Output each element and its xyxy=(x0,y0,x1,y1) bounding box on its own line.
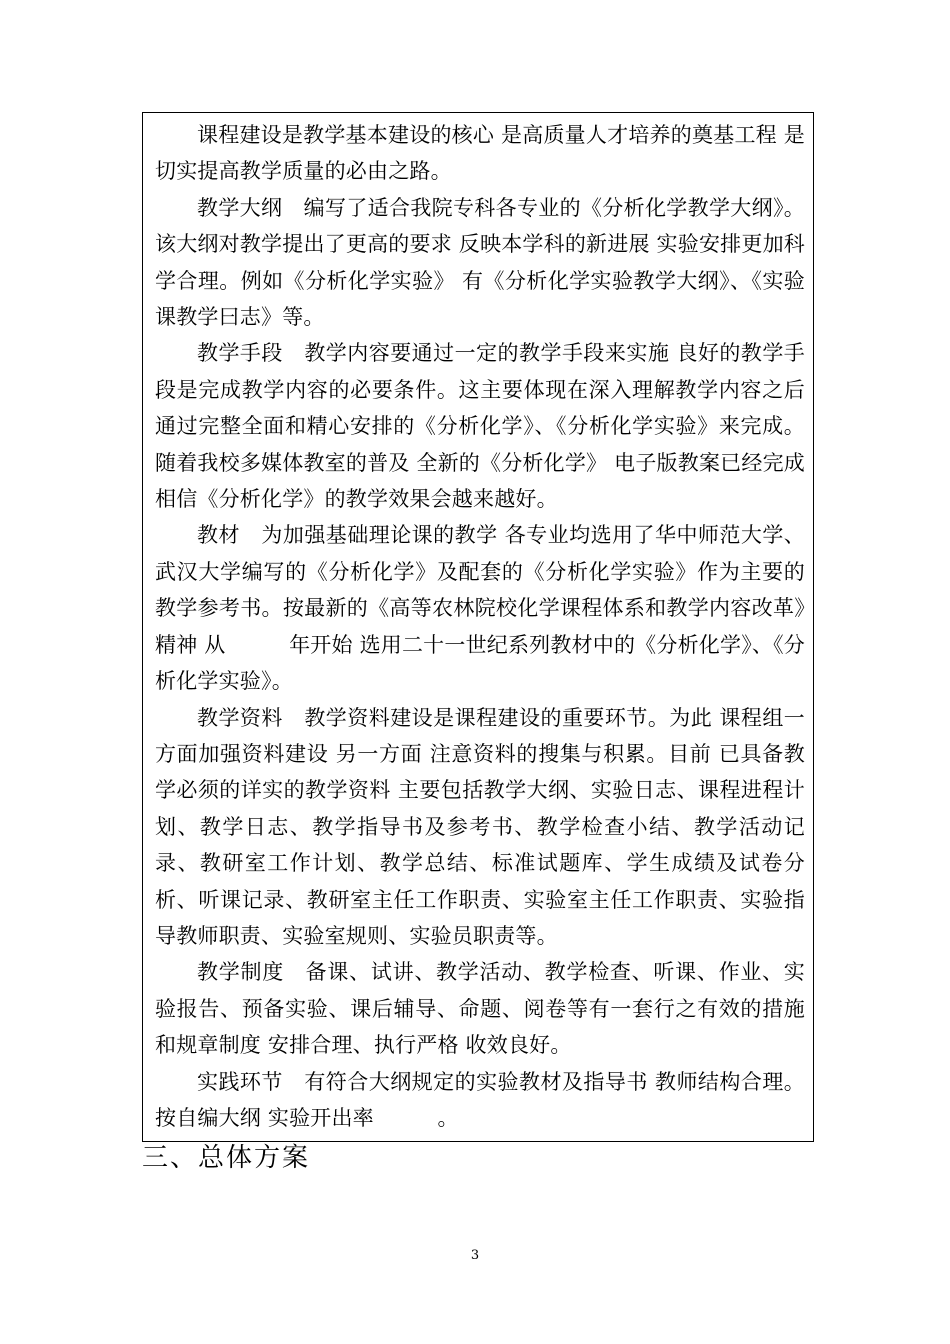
paragraph-teaching-materials: 教学资料 教学资料建设是课程建设的重要环节。为此 课程组一方面加强资料建设 另一方面 注意资料的搜集与积累。目前 已具备教学必须的详实的教学资料 主要包括教学大纲、实验日志、课程进程计划、教学日志、教学指导书及参考书、教学检查小结、教学活动记录、教研室工作计划、教学总结、标准试题库、学生成绩及试卷分析、听课记录、教研室主任工作职责、实验室主任工作职责、实验指导教师职责、实验室规则、实验员职责等。 xyxy=(155,705,805,948)
paragraph-course-building: 课程建设是教学基本建设的核心 是高质量人才培养的奠基工程 是切实提高教学质量的必由之路。 xyxy=(155,123,805,184)
section-heading: 三、总体方案 xyxy=(142,1143,311,1173)
paragraph-teaching-methods: 教学手段 教学内容要通过一定的教学手段来实施 良好的教学手段是完成教学内容的必要条件。这主要体现在深入理解教学内容之后 通过完整全面和精心安排的《分析化学》、《分析化学实验》来完成。随着我校多媒体教室的普及 全新的《分析化学》 电子版教案已经完成 相信《分析化学》的教学效果会越来越好。 xyxy=(155,341,805,512)
page-number: 3 xyxy=(470,1248,480,1263)
paragraph-syllabus: 教学大纲 编写了适合我院专科各专业的《分析化学教学大纲》。该大纲对教学提出了更高的要求 反映本学科的新进展 实验安排更加科学合理。例如《分析化学实验》 有《分析化学实验教学大纲》、《实验课教学曰志》等。 xyxy=(155,195,805,330)
paragraph-textbooks: 教材 为加强基础理论课的教学 各专业均选用了华中师范大学、武汉大学编写的《分析化学》及配套的《分析化学实验》作为主要的教学参考书。按最新的《高等农林院校化学课程体系和教学内容改革》精神 从 年开始 选用二十一世纪系列教材中的《分析化学》、《分析化学实验》。 xyxy=(155,523,805,694)
paragraph-teaching-system: 教学制度 备课、试讲、教学活动、教学检查、听课、作业、实验报告、预备实验、课后辅导、命题、阅卷等有一套行之有效的措施和规章制度 安排合理、执行严格 收效良好。 xyxy=(155,960,805,1058)
content-box xyxy=(142,112,814,1142)
paragraph-practice: 实践环节 有符合大纲规定的实验教材及指导书 教师结构合理。按自编大纲 实验开出率 。 xyxy=(155,1069,805,1130)
